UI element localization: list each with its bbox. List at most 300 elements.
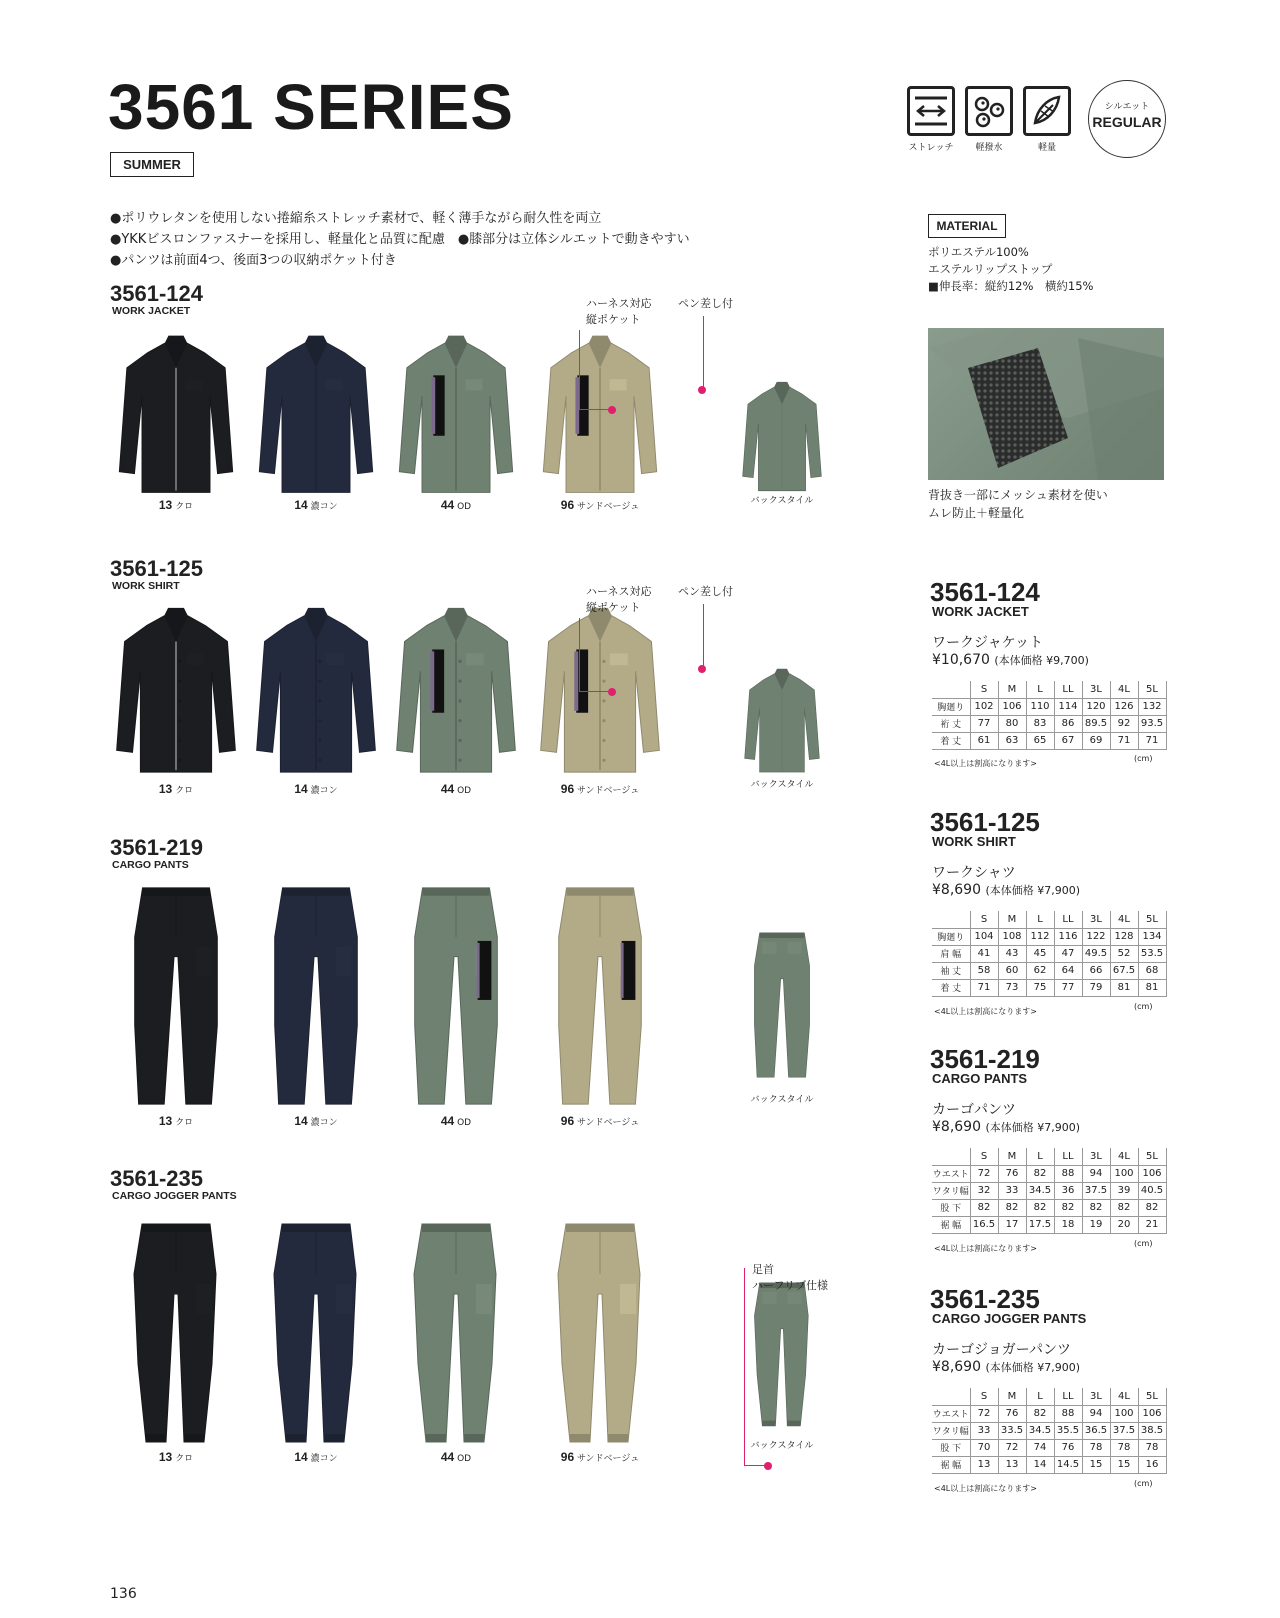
measure-value: 82 (970, 1199, 998, 1216)
callout-leader (703, 604, 704, 668)
mesh-caption-line: 背抜き一部にメッシュ素材を使い (928, 488, 1108, 502)
measure-value: 34.5 (1026, 1422, 1054, 1439)
measure-value: 89.5 (1082, 715, 1110, 732)
measure-label: ウエスト (932, 1405, 970, 1422)
spec-code: 3561-219 (930, 1044, 1040, 1074)
measure-value: 20 (1110, 1216, 1138, 1233)
measure-value: 41 (970, 945, 998, 962)
spec-code: 3561-124 (930, 577, 1040, 607)
color-number: 13 (158, 1450, 173, 1464)
measure-value: 72 (970, 1405, 998, 1422)
size-header: S (970, 1148, 998, 1165)
measure-value: 76 (1054, 1439, 1082, 1456)
measure-value: 106 (998, 698, 1026, 715)
series-title: 3561 SERIES (108, 71, 514, 143)
callout-leader (703, 316, 704, 390)
color-name: クロ (172, 502, 194, 512)
color-number: 13 (158, 1114, 173, 1128)
size-header: LL (1054, 681, 1082, 698)
measure-label: 胸廻り (932, 698, 970, 715)
measure-value: 78 (1138, 1439, 1166, 1456)
color-label (392, 782, 520, 796)
measure-value: 68 (1138, 962, 1166, 979)
size-header: S (970, 911, 998, 928)
measure-value: 63 (998, 732, 1026, 749)
size-header: L (1026, 911, 1054, 928)
size-header: 5L (1138, 1388, 1166, 1405)
measure-value: 81 (1110, 979, 1138, 996)
callout-leader (744, 1268, 766, 1466)
color-label (112, 1450, 240, 1464)
measure-label: ワタリ幅 (932, 1182, 970, 1199)
material-label: MATERIAL (928, 214, 1006, 238)
measure-value: 88 (1054, 1165, 1082, 1182)
spec-name-ja: カーゴジョガーパンツ (932, 1342, 1072, 1358)
size-header: S (970, 1388, 998, 1405)
water-repellent-icon (965, 86, 1013, 136)
measure-value: 43 (998, 945, 1026, 962)
measure-value: 120 (1082, 698, 1110, 715)
measure-label: 裾 幅 (932, 1216, 970, 1233)
measure-label: 肩 幅 (932, 945, 970, 962)
shirt-photo-44 (392, 602, 520, 780)
jogger-photo-96 (536, 1214, 664, 1454)
shirt-back-photo (740, 665, 824, 777)
color-label (112, 782, 240, 796)
section-name-shirt: WORK SHIRT (112, 580, 180, 592)
back-style-label: バックスタイル (750, 496, 814, 506)
size-table (932, 911, 1167, 997)
back-style-label: バックスタイル (750, 1095, 814, 1105)
color-number: 13 (158, 782, 173, 796)
size-header: M (998, 1388, 1026, 1405)
measure-value: 17.5 (1026, 1216, 1054, 1233)
color-number: 14 (294, 498, 308, 512)
size-table (932, 1148, 1167, 1234)
size-header: M (998, 681, 1026, 698)
measure-value: 134 (1138, 928, 1166, 945)
measure-value: 126 (1110, 698, 1138, 715)
size-table (932, 1388, 1167, 1474)
mesh-detail-photo (928, 328, 1164, 480)
color-number: 14 (294, 782, 308, 796)
measure-value: 37.5 (1110, 1422, 1138, 1439)
measure-label: ウエスト (932, 1165, 970, 1182)
measure-value: 73 (998, 979, 1026, 996)
measure-value: 82 (1054, 1199, 1082, 1216)
color-name: サンドベージュ (574, 502, 640, 512)
measure-value: 77 (1054, 979, 1082, 996)
measure-value: 100 (1110, 1165, 1138, 1182)
measure-value: 81 (1138, 979, 1166, 996)
feature-line: ●YKKビスロンファスナーを採用し、軽量化と品質に配慮 ●膝部分は立体シルエットで動きやすい (110, 232, 690, 247)
measure-value: 62 (1026, 962, 1054, 979)
measure-value: 78 (1082, 1439, 1110, 1456)
price-note: (本体価格 ¥7,900) (985, 1361, 1081, 1374)
color-name: サンドベージュ (574, 786, 640, 796)
measure-value: 16 (1138, 1456, 1166, 1473)
section-code-jacket: 3561-124 (110, 281, 203, 306)
measure-label: 袖 丈 (932, 962, 970, 979)
measure-value: 132 (1138, 698, 1166, 715)
measure-label: 着 丈 (932, 979, 970, 996)
measure-value: 19 (1082, 1216, 1110, 1233)
measure-value: 82 (998, 1199, 1026, 1216)
measure-value: 18 (1054, 1216, 1082, 1233)
measure-value: 71 (970, 979, 998, 996)
measure-value: 104 (970, 928, 998, 945)
color-label (252, 782, 380, 796)
feature-list (110, 208, 690, 271)
stretch-icon (907, 86, 955, 136)
size-header: 4L (1110, 911, 1138, 928)
size-note: <4L以上は割高になります> (934, 759, 1037, 768)
measure-value: 37.5 (1082, 1182, 1110, 1199)
spec-name-en: WORK JACKET (932, 604, 1029, 619)
measure-value: 75 (1026, 979, 1054, 996)
color-number: 13 (158, 498, 173, 512)
measure-value: 94 (1082, 1165, 1110, 1182)
price-note: (本体価格 ¥7,900) (985, 884, 1081, 897)
measure-value: 93.5 (1138, 715, 1166, 732)
callout-marker (698, 665, 706, 673)
color-name: 濃コン (307, 502, 338, 512)
measure-label: 股 下 (932, 1439, 970, 1456)
color-label (536, 1450, 664, 1464)
jogger-photo-44 (392, 1214, 520, 1454)
callout-marker (608, 406, 616, 414)
measure-value: 67.5 (1110, 962, 1138, 979)
size-header: L (1026, 1148, 1054, 1165)
jogger-photo-13 (112, 1214, 240, 1454)
measure-value: 36 (1054, 1182, 1082, 1199)
measure-value: 33 (998, 1182, 1026, 1199)
measure-value: 60 (998, 962, 1026, 979)
season-badge: SUMMER (110, 152, 194, 177)
measure-label: 着 丈 (932, 732, 970, 749)
pants-back-photo (740, 926, 824, 1084)
measure-value: 36.5 (1082, 1422, 1110, 1439)
measure-value: 53.5 (1138, 945, 1166, 962)
color-number: 14 (294, 1114, 308, 1128)
measure-value: 71 (1138, 732, 1166, 749)
callout-marker (608, 688, 616, 696)
measure-value: 64 (1054, 962, 1082, 979)
mesh-caption-line: ムレ防止＋軽量化 (928, 506, 1025, 520)
section-name-jacket: WORK JACKET (112, 305, 191, 317)
measure-value: 33 (970, 1422, 998, 1439)
price-value: ¥8,690 (932, 1359, 986, 1375)
measure-value: 82 (1026, 1165, 1054, 1182)
measure-value: 82 (1026, 1405, 1054, 1422)
measure-value: 16.5 (970, 1216, 998, 1233)
material-line: ポリエステル100% (928, 245, 1029, 259)
measure-label: ワタリ幅 (932, 1422, 970, 1439)
measure-value: 49.5 (1082, 945, 1110, 962)
color-name: サンドベージュ (574, 1118, 640, 1128)
measure-value: 47 (1054, 945, 1082, 962)
size-header: 4L (1110, 681, 1138, 698)
silhouette-value: REGULAR (1092, 114, 1162, 130)
size-header: 4L (1110, 1148, 1138, 1165)
color-number: 44 (440, 782, 455, 796)
color-number: 96 (560, 1450, 575, 1464)
feature-line: ●ポリウレタンを使用しない捲縮糸ストレッチ素材で、軽く薄手ながら耐久性を両立 (110, 211, 602, 226)
pen-holder-callout: ペン差し付 (678, 585, 733, 598)
pants-photo-14 (252, 878, 380, 1114)
measure-value: 67 (1054, 732, 1082, 749)
measure-value: 82 (1026, 1199, 1054, 1216)
measure-value: 65 (1026, 732, 1054, 749)
measure-value: 80 (998, 715, 1026, 732)
spec-code: 3561-125 (930, 807, 1040, 837)
size-header: LL (1054, 911, 1082, 928)
measure-value: 52 (1110, 945, 1138, 962)
water-repellent-label: 軽撥水 (975, 143, 1003, 153)
price-value: ¥8,690 (932, 1119, 986, 1135)
color-number: 44 (440, 498, 455, 512)
measure-value: 88 (1054, 1405, 1082, 1422)
size-header: S (970, 681, 998, 698)
price-value: ¥8,690 (932, 882, 986, 898)
measure-value: 61 (970, 732, 998, 749)
measure-value: 15 (1082, 1456, 1110, 1473)
section-name-cargo: CARGO PANTS (112, 859, 189, 871)
color-number: 96 (560, 498, 575, 512)
pants-photo-44 (392, 878, 520, 1114)
size-header: 3L (1082, 1148, 1110, 1165)
measure-value: 77 (970, 715, 998, 732)
size-header: 3L (1082, 681, 1110, 698)
harness-pocket-callout (586, 584, 651, 616)
measure-value: 38.5 (1138, 1422, 1166, 1439)
back-style-label: バックスタイル (750, 1441, 814, 1451)
jacket-back-photo (740, 378, 824, 496)
callout-line: 縦ポケット (586, 313, 641, 326)
measure-value: 45 (1026, 945, 1054, 962)
color-name: クロ (172, 1118, 194, 1128)
color-number: 14 (294, 1450, 308, 1464)
color-name: 濃コン (307, 1454, 338, 1464)
measure-value: 128 (1110, 928, 1138, 945)
pen-holder-callout: ペン差し付 (678, 297, 733, 310)
measure-value: 71 (1110, 732, 1138, 749)
spec-name-ja: ワークジャケット (932, 635, 1044, 651)
measure-value: 74 (1026, 1439, 1054, 1456)
harness-pocket-callout (586, 296, 651, 328)
size-header: M (998, 1148, 1026, 1165)
silhouette-badge (1088, 80, 1166, 158)
measure-value: 33.5 (998, 1422, 1026, 1439)
callout-line: 足首 (752, 1263, 774, 1276)
measure-label: 胸廻り (932, 928, 970, 945)
color-label (536, 1114, 664, 1128)
unit-label: (cm) (1134, 1239, 1153, 1248)
callout-line: ハーフリブ仕様 (752, 1279, 829, 1292)
measure-value: 70 (970, 1439, 998, 1456)
callout-marker (764, 1462, 772, 1470)
size-table (932, 681, 1167, 750)
unit-label: (cm) (1134, 1002, 1153, 1011)
measure-value: 79 (1082, 979, 1110, 996)
measure-value: 21 (1138, 1216, 1166, 1233)
callout-leader (579, 330, 611, 410)
size-header: 5L (1138, 911, 1166, 928)
callout-line: ハーネス対応 (586, 297, 652, 310)
silhouette-label: シルエット (1104, 102, 1150, 112)
measure-value: 76 (998, 1405, 1026, 1422)
spec-name-ja: カーゴパンツ (932, 1102, 1016, 1118)
shirt-photo-14 (252, 602, 380, 780)
stretch-label: ストレッチ (908, 143, 954, 153)
measure-value: 82 (1138, 1199, 1166, 1216)
measure-value: 72 (970, 1165, 998, 1182)
pants-photo-96 (536, 878, 664, 1114)
color-name: OD (454, 1454, 472, 1464)
back-style-label: バックスタイル (750, 780, 814, 790)
color-number: 44 (440, 1450, 455, 1464)
jacket-photo-13 (112, 330, 240, 500)
spec-name-en: CARGO JOGGER PANTS (932, 1311, 1087, 1326)
color-label (252, 1450, 380, 1464)
callout-leader (579, 618, 611, 692)
spec-price (932, 1359, 1080, 1375)
size-header: L (1026, 1388, 1054, 1405)
section-name-jogger: CARGO JOGGER PANTS (112, 1190, 237, 1202)
measure-value: 108 (998, 928, 1026, 945)
color-label (536, 782, 664, 796)
measure-value: 78 (1110, 1439, 1138, 1456)
spec-name-en: WORK SHIRT (932, 834, 1016, 849)
spec-price (932, 882, 1080, 898)
measure-value: 66 (1082, 962, 1110, 979)
spec-price (932, 1119, 1080, 1135)
page-number: 136 (110, 1586, 137, 1602)
color-label (392, 1450, 520, 1464)
measure-value: 69 (1082, 732, 1110, 749)
measure-value: 92 (1110, 715, 1138, 732)
color-name: OD (454, 786, 472, 796)
measure-value: 76 (998, 1165, 1026, 1182)
measure-value: 82 (1110, 1199, 1138, 1216)
size-header: 4L (1110, 1388, 1138, 1405)
price-value: ¥10,670 (932, 652, 995, 668)
unit-label: (cm) (1134, 754, 1153, 763)
color-name: クロ (172, 786, 194, 796)
size-header: L (1026, 681, 1054, 698)
material-line: エステルリップストップ (928, 262, 1053, 276)
color-number: 96 (560, 1114, 575, 1128)
measure-value: 13 (970, 1456, 998, 1473)
price-note: (本体価格 ¥7,900) (985, 1121, 1081, 1134)
jacket-photo-14 (252, 330, 380, 500)
section-code-cargo: 3561-219 (110, 835, 203, 860)
spec-name-ja: ワークシャツ (932, 865, 1016, 881)
size-header: LL (1054, 1148, 1082, 1165)
measure-value: 122 (1082, 928, 1110, 945)
spec-code: 3561-235 (930, 1284, 1040, 1314)
measure-value: 13 (998, 1456, 1026, 1473)
measure-value: 72 (998, 1439, 1026, 1456)
color-name: 濃コン (307, 786, 338, 796)
color-name: 濃コン (307, 1118, 338, 1128)
section-code-jogger: 3561-235 (110, 1166, 203, 1191)
lightweight-label: 軽量 (1037, 143, 1056, 153)
measure-value: 106 (1138, 1405, 1166, 1422)
size-header: 3L (1082, 911, 1110, 928)
callout-line: ハーネス対応 (586, 585, 652, 598)
measure-value: 110 (1026, 698, 1054, 715)
material-line: ■伸長率：縦約12% 横約15% (928, 279, 1094, 293)
size-note: <4L以上は割高になります> (934, 1244, 1037, 1253)
color-name: クロ (172, 1454, 194, 1464)
measure-value: 106 (1138, 1165, 1166, 1182)
measure-value: 14.5 (1054, 1456, 1082, 1473)
feature-line: ●パンツは前面4つ、後面3つの収納ポケット付き (110, 253, 397, 268)
size-header: M (998, 911, 1026, 928)
measure-value: 112 (1026, 928, 1054, 945)
callout-line: 縦ポケット (586, 601, 641, 614)
size-header: 3L (1082, 1388, 1110, 1405)
color-name: OD (454, 502, 472, 512)
measure-value: 116 (1054, 928, 1082, 945)
size-note: <4L以上は割高になります> (934, 1484, 1037, 1493)
material-description (928, 244, 1094, 295)
size-header: 5L (1138, 681, 1166, 698)
color-number: 44 (440, 1114, 455, 1128)
color-label (252, 498, 380, 512)
measure-value: 40.5 (1138, 1182, 1166, 1199)
color-label (112, 1114, 240, 1128)
measure-value: 102 (970, 698, 998, 715)
measure-value: 114 (1054, 698, 1082, 715)
measure-value: 35.5 (1054, 1422, 1082, 1439)
color-number: 96 (560, 782, 575, 796)
price-note: (本体価格 ¥9,700) (994, 654, 1089, 667)
shirt-photo-13 (112, 602, 240, 780)
measure-value: 94 (1082, 1405, 1110, 1422)
color-label (112, 498, 240, 512)
measure-value: 58 (970, 962, 998, 979)
jacket-photo-44 (392, 330, 520, 500)
size-note: <4L以上は割高になります> (934, 1007, 1037, 1016)
color-label (392, 1114, 520, 1128)
color-label (536, 498, 664, 512)
measure-value: 83 (1026, 715, 1054, 732)
pants-photo-13 (112, 878, 240, 1114)
color-label (392, 498, 520, 512)
measure-value: 32 (970, 1182, 998, 1199)
unit-label: (cm) (1134, 1479, 1153, 1488)
spec-name-en: CARGO PANTS (932, 1071, 1028, 1086)
measure-label: 股 下 (932, 1199, 970, 1216)
measure-value: 15 (1110, 1456, 1138, 1473)
measure-value: 82 (1082, 1199, 1110, 1216)
measure-label: 裾 幅 (932, 1456, 970, 1473)
measure-value: 39 (1110, 1182, 1138, 1199)
size-header: LL (1054, 1388, 1082, 1405)
measure-value: 17 (998, 1216, 1026, 1233)
section-code-shirt: 3561-125 (110, 556, 203, 581)
measure-value: 14 (1026, 1456, 1054, 1473)
mesh-caption (928, 486, 1108, 522)
measure-label: 裄 丈 (932, 715, 970, 732)
spec-price (932, 652, 1089, 668)
color-name: サンドベージュ (574, 1454, 640, 1464)
color-name: OD (454, 1118, 472, 1128)
measure-value: 34.5 (1026, 1182, 1054, 1199)
color-label (252, 1114, 380, 1128)
